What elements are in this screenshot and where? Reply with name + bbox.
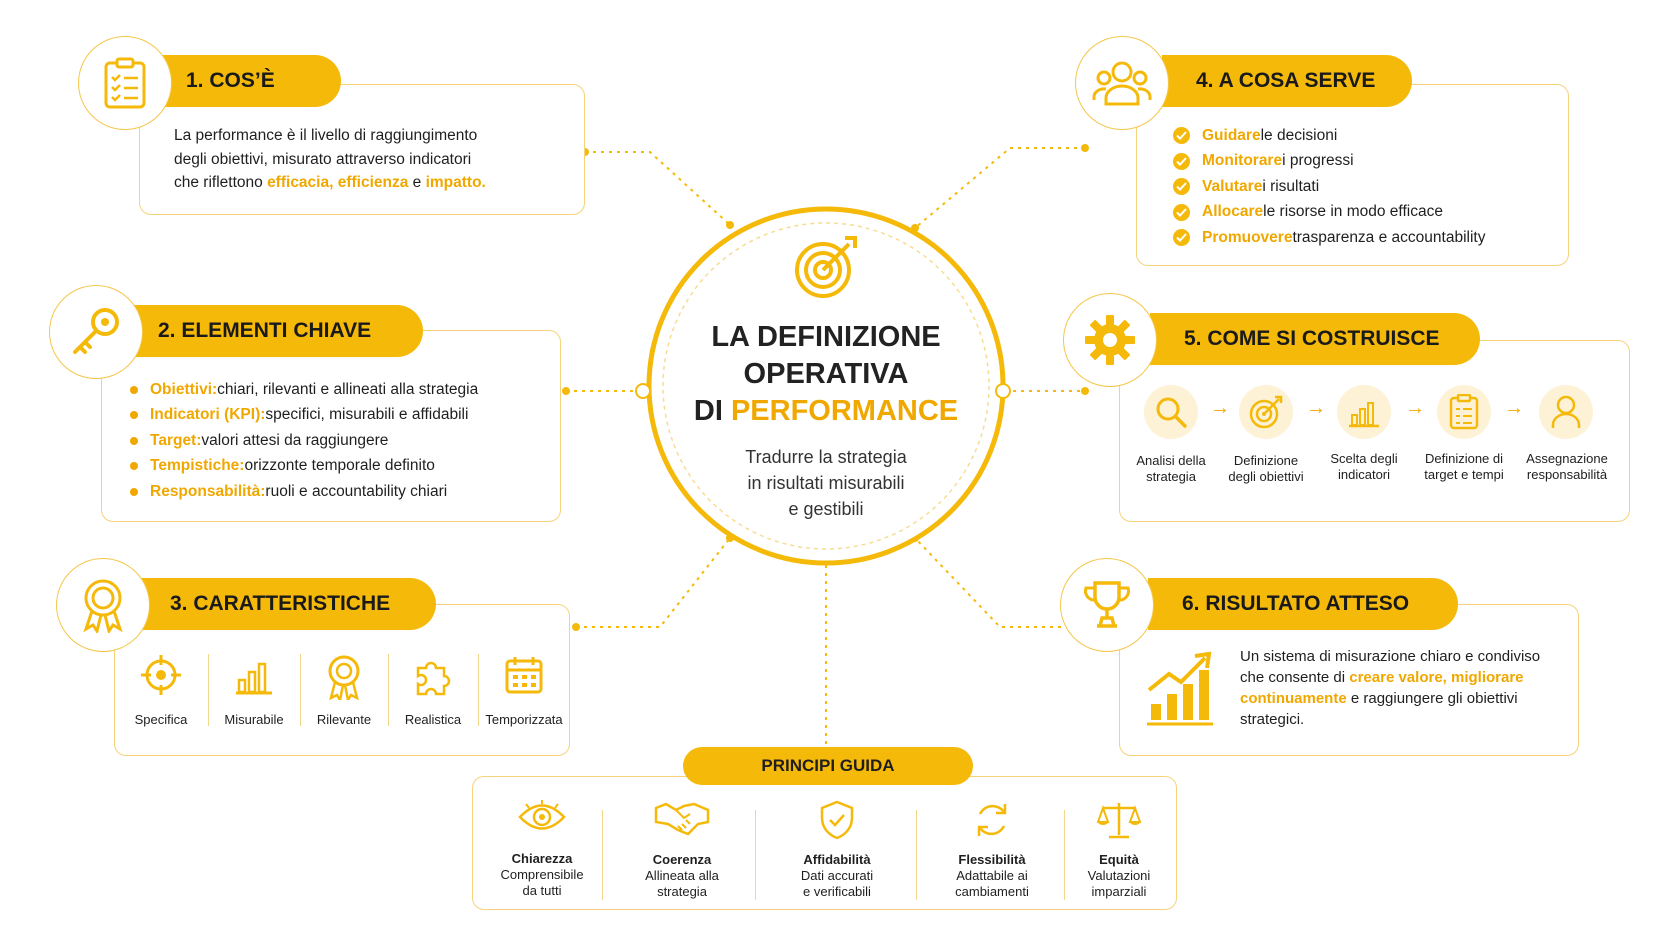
- badge-icon: [323, 654, 365, 700]
- step-label-line1: Assegnazione: [1526, 451, 1608, 466]
- puzzle-icon: [412, 654, 454, 696]
- step-label-line2: degli obiettivi: [1228, 469, 1304, 484]
- step-label-line2: strategia: [1146, 469, 1196, 484]
- principle-desc-line2: cambiamenti: [955, 884, 1029, 899]
- section-2-item-key: Indicatori (KPI):: [150, 406, 266, 424]
- step-label-line1: Definizione: [1233, 453, 1299, 468]
- growth-chart-icon: [1145, 650, 1215, 726]
- step-icon-circle: [1239, 385, 1293, 439]
- section-6-highlight2: continuamente: [1240, 690, 1347, 707]
- principles-items: [472, 796, 1177, 906]
- step-label-line2: indicatori: [1337, 467, 1391, 482]
- principle-name: Equità: [1099, 852, 1139, 867]
- section-4-item-key: Guidare: [1202, 126, 1261, 144]
- section-1-highlight2: impatto.: [425, 174, 486, 191]
- principle-desc-line1: Allineata alla: [645, 868, 719, 883]
- section-4-item-key: Allocare: [1202, 203, 1264, 221]
- step-icon-circle: [1539, 385, 1593, 439]
- check-icon: [1176, 233, 1187, 242]
- step-arrow-icon: →: [1405, 397, 1425, 419]
- target-icon: [793, 234, 859, 300]
- center-title-line1: LA DEFINIZIONE: [711, 321, 941, 353]
- section-1-and: e: [408, 174, 426, 191]
- step-icon-circle: [1144, 385, 1198, 439]
- section-4-item: [1173, 149, 1563, 175]
- step-icon-circle: [1437, 385, 1491, 439]
- section-2-list: [130, 377, 555, 505]
- center-title-prefix: DI: [693, 395, 723, 427]
- section-1-text: [174, 124, 574, 195]
- center-title: [650, 319, 1002, 430]
- principle-desc-line2: strategia: [657, 884, 707, 899]
- section-1-line3: che riflettono: [174, 174, 268, 191]
- section-4-list: [1173, 123, 1563, 251]
- section-4-item-key: Promuovere: [1202, 228, 1293, 246]
- check-icon: [1176, 208, 1187, 217]
- section-1-highlight1: efficacia, efficienza: [267, 174, 409, 191]
- section-2-item-text: valori attesi da raggiungere: [201, 431, 389, 449]
- principle-item: [1069, 800, 1169, 900]
- section-2-item: [130, 454, 555, 480]
- section-4-item: [1173, 200, 1563, 226]
- section-2-item: [130, 428, 555, 454]
- center-subtitle-line3: e gestibili: [788, 499, 864, 519]
- center-subtitle-line1: Tradurre la strategia: [745, 447, 907, 467]
- section-2-icon-circle: [49, 285, 143, 379]
- shield-icon: [819, 800, 855, 840]
- center-subtitle-line2: in risultati misurabili: [747, 473, 905, 493]
- principle-name: Flessibilità: [958, 852, 1026, 867]
- center-title-line2: OPERATIVA: [743, 358, 909, 390]
- step-label: [1409, 451, 1519, 483]
- section-6-header: [1148, 578, 1458, 630]
- check-icon: [1176, 157, 1187, 166]
- section-4-item-text: i progressi: [1282, 152, 1354, 170]
- eye-icon: [518, 800, 566, 834]
- center-title-highlight: PERFORMANCE: [730, 395, 959, 427]
- section-3-header: [136, 578, 436, 630]
- principle-desc-line1: Valutazioni: [1087, 868, 1151, 883]
- handshake-icon: [654, 800, 710, 836]
- check-icon: [1176, 131, 1187, 140]
- section-2-item: [130, 403, 555, 429]
- principle-name: Coerenza: [652, 852, 712, 867]
- characteristic-cell: [116, 654, 206, 728]
- refresh-icon: [972, 800, 1012, 840]
- principle-desc-line2: da tutti: [522, 883, 562, 898]
- step-arrow-icon: →: [1306, 397, 1326, 419]
- section-6-line2: che consente di: [1240, 669, 1350, 686]
- section-6-line4: strategici.: [1240, 711, 1305, 728]
- bar-chart-icon: [1347, 395, 1381, 429]
- crosshair-icon: [140, 654, 182, 696]
- trophy-icon: [1081, 580, 1133, 630]
- section-4-item-text: le decisioni: [1260, 126, 1338, 144]
- section-6-line1: Un sistema di misurazione chiaro e condiviso: [1240, 648, 1541, 665]
- step-label: [1314, 451, 1414, 483]
- principle-desc-line1: Comprensibile: [500, 867, 584, 882]
- principles-title: PRINCIPI GUIDA: [761, 756, 895, 775]
- section-2-item-text: chiari, rilevanti e allineati alla strategia: [217, 380, 479, 398]
- step-label-line1: Definizione di: [1424, 451, 1504, 466]
- users-icon: [1092, 60, 1152, 106]
- section-1-line2: degli obiettivi, misurato attraverso indicatori: [174, 150, 472, 168]
- principle-item: [762, 800, 912, 900]
- section-3-cells: [114, 648, 570, 748]
- clipboard-icon: [1449, 394, 1479, 430]
- step-icon-circle: [1337, 385, 1391, 439]
- step-label-line2: target e tempi: [1424, 467, 1504, 482]
- section-2-item-key: Responsabilità:: [150, 482, 266, 500]
- center-hub: [650, 230, 1002, 550]
- characteristic-cell: [210, 654, 298, 728]
- principles-header: [683, 747, 973, 785]
- key-icon: [69, 305, 123, 359]
- characteristic-label: Misurabile: [224, 712, 284, 727]
- section-1-icon-circle: [78, 36, 172, 130]
- section-6-title: 6. RISULTATO ATTESO: [1182, 592, 1410, 615]
- principle-name: Chiarezza: [511, 851, 573, 866]
- section-3-title: 3. CARATTERISTICHE: [170, 592, 391, 615]
- step-label-line1: Analisi della: [1136, 453, 1206, 468]
- characteristic-label: Specifica: [134, 712, 188, 727]
- step-arrow-icon: →: [1210, 397, 1230, 419]
- section-2-title: 2. ELEMENTI CHIAVE: [158, 319, 372, 342]
- section-4-icon-circle: [1075, 36, 1169, 130]
- section-2-item-text: ruoli e accountability chiari: [265, 482, 448, 500]
- step-label: [1121, 453, 1221, 485]
- gear-icon: [1083, 313, 1137, 367]
- section-6-highlight1: creare valore, migliorare: [1349, 669, 1524, 686]
- section-4-item-text: le risorse in modo efficace: [1263, 203, 1443, 221]
- step-label: [1514, 451, 1620, 483]
- section-4-header: [1162, 55, 1412, 107]
- principle-desc-line1: Adattabile ai: [956, 868, 1028, 883]
- section-6-icon-circle: [1060, 558, 1154, 652]
- step-arrow-icon: →: [1504, 397, 1524, 419]
- section-4-item-text: trasparenza e accountability: [1292, 228, 1486, 246]
- section-4-item-key: Monitorare: [1202, 152, 1283, 170]
- bar-chart-icon: [233, 654, 275, 696]
- section-2-item-key: Obiettivi:: [150, 380, 218, 398]
- step-label-line2: responsabilità: [1526, 467, 1608, 482]
- principle-desc-line2: imparziali: [1091, 884, 1147, 899]
- calendar-icon: [503, 654, 545, 696]
- section-4-item-key: Valutare: [1202, 177, 1263, 195]
- principle-item: [482, 800, 602, 899]
- check-icon: [1176, 182, 1187, 191]
- section-4-item: [1173, 225, 1563, 251]
- section-2-item-text: orizzonte temporale definito: [244, 457, 435, 475]
- section-2-item-key: Target:: [150, 431, 202, 449]
- user-icon: [1550, 395, 1582, 429]
- section-5-header: [1150, 313, 1480, 365]
- principle-name: Affidabilità: [803, 852, 871, 867]
- section-1-header: [152, 55, 341, 107]
- section-4-item: [1173, 123, 1563, 149]
- characteristic-cell: [480, 654, 568, 728]
- section-1-title: 1. COS’È: [186, 69, 275, 92]
- section-4-item-text: i risultati: [1262, 177, 1320, 195]
- characteristic-cell: [302, 654, 386, 728]
- scales-icon: [1097, 800, 1141, 840]
- search-icon: [1154, 395, 1188, 429]
- section-2-header: [124, 305, 423, 357]
- target-icon: [1248, 394, 1284, 430]
- section-6-text: [1240, 646, 1570, 730]
- section-3-icon-circle: [56, 558, 150, 652]
- section-2-item-text: specifici, misurabili e affidabili: [265, 406, 469, 424]
- principle-desc-line2: e verificabili: [803, 884, 871, 899]
- section-5-title: 5. COME SI COSTRUISCE: [1184, 327, 1440, 350]
- award-icon: [80, 577, 126, 633]
- characteristic-cell: [390, 654, 476, 728]
- section-2-item: [130, 479, 555, 505]
- section-6-line3: e raggiungere gli obiettivi: [1346, 690, 1518, 707]
- principle-item: [612, 800, 752, 900]
- clipboard-icon: [103, 57, 147, 109]
- section-1-line1: La performance è il livello di raggiungimento: [174, 127, 478, 144]
- step-label: [1214, 453, 1318, 485]
- principle-item: [922, 800, 1062, 900]
- principle-desc-line1: Dati accurati: [800, 868, 874, 883]
- section-5-icon-circle: [1063, 293, 1157, 387]
- center-subtitle: [650, 444, 1002, 522]
- section-4-item: [1173, 174, 1563, 200]
- characteristic-label: Realistica: [404, 712, 462, 727]
- section-5-steps: [1119, 385, 1630, 495]
- section-2-item: [130, 377, 555, 403]
- characteristic-label: Rilevante: [316, 712, 372, 727]
- characteristic-label: Temporizzata: [485, 712, 563, 727]
- step-label-line1: Scelta degli: [1330, 451, 1398, 466]
- section-2-item-key: Tempistiche:: [150, 457, 245, 475]
- section-4-title: 4. A COSA SERVE: [1196, 69, 1376, 92]
